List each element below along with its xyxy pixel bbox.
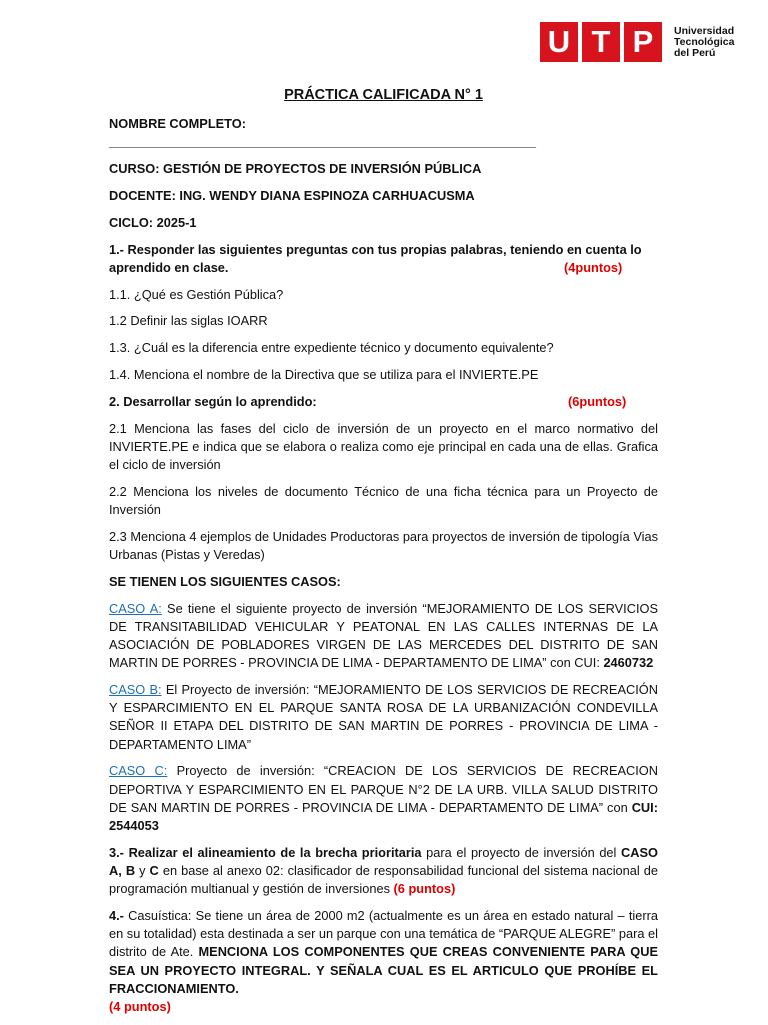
logo-letter-t: T [582,22,620,62]
question-4-points-open: ( [109,999,114,1015]
document-body [109,86,658,1025]
question-2-points: (6puntos) [568,393,627,409]
logo-letter-u: U [540,22,578,62]
case-a-label: CASO A: [109,600,162,616]
logo-letter-p: P [624,22,662,62]
question-3-bold-2: CASO A, B [109,844,658,878]
logo-name-line-2: Tecnológica [674,35,735,48]
question-2-heading-text: 2. Desarrollar según lo aprendido: [109,393,317,409]
question-4 [109,907,658,1016]
case-b [109,681,658,754]
case-b-text: El Proyecto de inversión: “MEJORAMIENTO DE LOS SERVICIOS DE RECREACIÓN Y ESPARCIMIENTO EN EL PARQUE SANTA ROSA DE LA URBANIZACIÓN CONDEVILLA SEÑOR II ETAPA DEL DISTRITO DE SAN MARTIN DE PORRES - PROVINCIA DE LIMA - DEPARTAMENTO LIMA” [109,681,658,752]
question-1-item: 1.1. ¿Qué es Gestión Pública? [109,286,284,302]
question-1-item: 1.2 Definir las siglas IOARR [109,313,268,329]
question-2-item: 2.3 Menciona 4 ejemplos de Unidades Productoras para proyectos de inversión de tipología Vias Urbanas (Pistas y Veredas) [109,528,658,562]
question-4-number: 4.- [109,908,124,923]
question-1-heading-line-1: 1.- Responder las siguientes preguntas con tus propias palabras, teniendo en cuenta lo [109,241,642,257]
field-nombre: NOMBRE COMPLETO: ____________________________________________________________ [109,116,537,150]
case-a [109,600,658,673]
cases-heading: SE TIENEN LOS SIGUIENTES CASOS: [109,573,341,589]
question-4-points: 4 puntos [113,999,167,1015]
question-1-points: (4puntos) [564,259,623,275]
logo-university-name [674,26,734,59]
question-4-bold: MENCIONA LOS COMPONENTES QUE CREAS CONVENIENTE PARA QUE SEA UN PROYECTO INTEGRAL. Y SEÑALA CUAL ES EL ARTICULO QUE PROHÍBE EL FRACCIONAMIENTO. [109,944,658,996]
question-3-text-2: y [135,863,150,878]
page-title: PRÁCTICA CALIFICADA N° 1 [284,87,483,103]
question-1-heading [109,241,658,277]
question-3-number: 3.- [109,844,129,860]
logo-name-line-1: Universidad [674,24,735,37]
logo-name-line-3: del Perú [674,46,716,59]
question-2-item: 2.1 Menciona las fases del ciclo de inversión de un proyecto en el marco normativo del INVIERTE.PE e indica que se elabora o realiza como eje principal en cada una de ellas. Grafica el ciclo de inversión [109,420,658,472]
question-2-item: 2.2 Menciona los niveles de documento Técnico de una ficha técnica para un Proyecto de Inversión [109,483,658,517]
field-docente: DOCENTE: ING. WENDY DIANA ESPINOZA CARHUACUSMA [109,188,475,203]
case-a-text: Se tiene el siguiente proyecto de inversión “MEJORAMIENTO DE LOS SERVICIOS DE TRANSITABILIDAD VEHICULAR Y PEATONAL EN LAS CALLES INTERNAS DE LA ASOCIACIÓN DE POBLADORES VIRGEN DE LAS MERCEDES DEL DISTRITO DE SAN MARTIN DE PORRES - PROVINCIA DE LIMA - DEPARTAMENTO DE LIMA” con CUI: [109,600,658,671]
question-3-bold-3: C [149,863,159,878]
question-2-heading [109,393,658,411]
case-c-cui: CUI: 2544053 [109,799,658,833]
case-b-label: CASO B: [109,681,162,697]
utp-logo [540,22,734,62]
case-a-cui: 2460732 [603,655,654,671]
question-1-heading-line-2: aprendido en clase. [109,259,229,275]
question-3-text-3: en base al anexo 02: clasificador de responsabilidad funcional del sistema nacional de programación multianual y gestión de inversiones [109,863,658,897]
question-4-points-close: ) [166,999,171,1015]
question-3-text-1: para el proyecto de inversión del [421,844,622,860]
case-c-text: Proyecto de inversión: “CREACION DE LOS SERVICIOS DE RECREACION DEPORTIVA Y ESPARCIMIENTO EN EL PARQUE N°2 DE LA URB. VILLA SALUD DISTRITO DE SAN MARTIN DE PORRES - PROVINCIA DE LIMA - DEPARTAMENTO DE LIMA” con [109,763,659,815]
logo-letters [540,22,666,62]
field-curso: CURSO: GESTIÓN DE PROYECTOS DE INVERSIÓN PÚBLICA [109,161,482,177]
question-3-bold-1: Realizar el alineamiento de la brecha prioritaria [128,844,422,860]
field-ciclo: CICLO: 2025-1 [109,214,197,230]
case-c-label: CASO C: [109,763,168,779]
question-1-item: 1.3. ¿Cuál es la diferencia entre expediente técnico y documento equivalente? [109,340,554,356]
question-1-item: 1.4. Menciona el nombre de la Directiva que se utiliza para el INVIERTE.PE [109,366,539,382]
question-4-text: Casuística: Se tiene un área de 2000 m2 (actualmente es un área en estado natural – tierra en su totalidad) esta destinada a ser un parque con una temática de “PARQUE ALEGRE” para el distrito de Ate. [109,908,658,960]
question-3-points: (6 puntos) [393,881,456,897]
case-c [109,762,658,835]
question-3 [109,844,658,899]
